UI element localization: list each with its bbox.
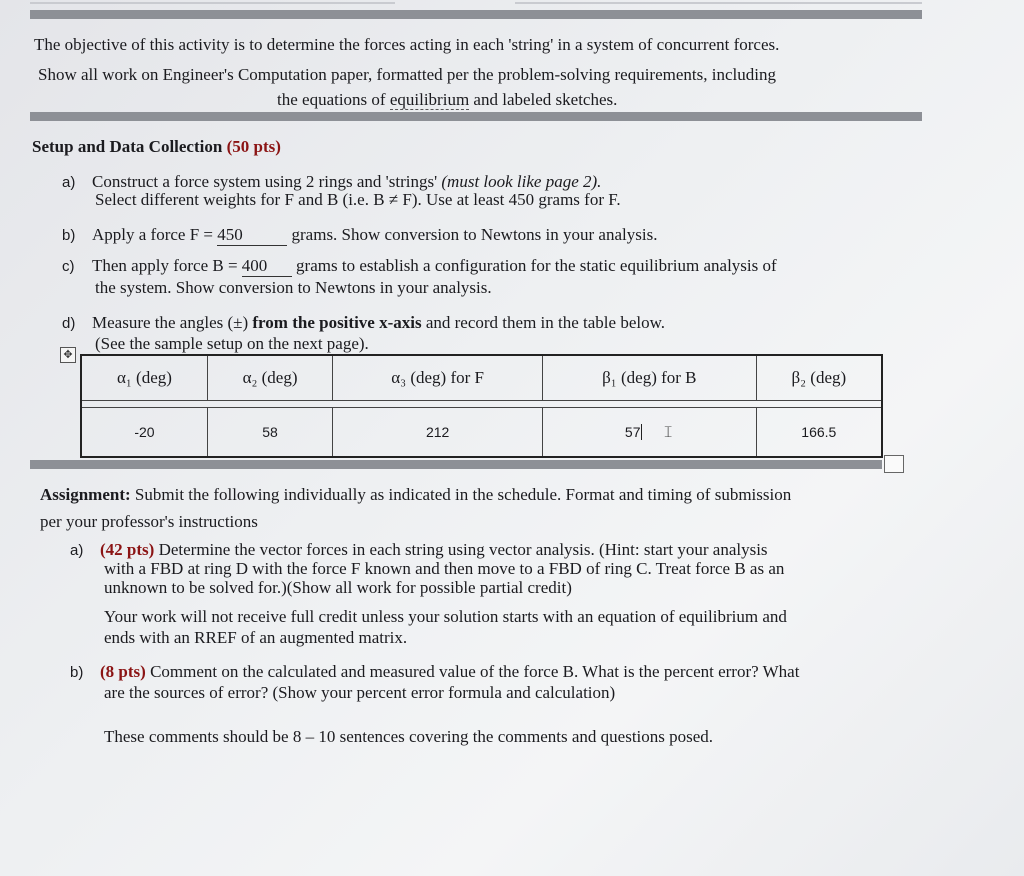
force-b-field[interactable]: 400	[242, 256, 292, 277]
setup-item-c: c) Then apply force B = 400 grams to establish a configuration for the static equilibrium analysis of	[62, 256, 777, 275]
cell-beta1-container[interactable]	[543, 408, 757, 458]
cell-alpha1[interactable]: -20	[81, 408, 207, 458]
force-f-field[interactable]: 450	[217, 225, 287, 246]
objective-line-3: the equations of equilibrium and labeled sketches.	[277, 90, 618, 109]
header-alpha3: α₃ (deg) for F	[333, 355, 543, 401]
setup-item-b: b) Apply a force F = 450 grams. Show conversion to Newtons in your analysis.	[62, 225, 658, 244]
cell-alpha2[interactable]: 58	[207, 408, 332, 458]
angle-table	[80, 354, 883, 458]
text-cursor-icon: 𝙸	[662, 422, 674, 441]
resize-handle[interactable]	[884, 455, 904, 473]
assignment-intro-line2: per your professor's instructions	[40, 512, 258, 531]
equilibrium-link[interactable]: equilibrium	[389, 90, 470, 109]
assignment-intro: Assignment: Submit the following individually as indicated in the schedule. Format and timing of submission	[40, 485, 792, 504]
assignment-closing: These comments should be 8 – 10 sentences covering the comments and questions posed.	[104, 727, 714, 746]
setup-item-c-line2: the system. Show conversion to Newtons in your analysis.	[95, 278, 492, 297]
objective-line-2: Show all work on Engineer's Computation paper, formatted per the problem-solving requirements, including	[38, 65, 776, 84]
assignment-note-line1: Your work will not receive full credit unless your solution starts with an equation of equilibrium and	[104, 607, 787, 626]
assignment-item-a: a) (42 pts) Determine the vector forces in each string using vector analysis. (Hint: start your analysis	[70, 540, 768, 559]
setup-item-a: a) Construct a force system using 2 rings and 'strings' (must look like page 2).	[62, 172, 602, 191]
header-alpha2: α₂ (deg)	[207, 355, 332, 401]
header-beta1: β₁ (deg) for B	[543, 355, 757, 401]
header-beta2: β₂ (deg)	[756, 355, 882, 401]
assignment-item-a-line2: with a FBD at ring D with the force F known and then move to a FBD of ring C. Treat force B as an	[104, 559, 785, 578]
assignment-note-line2: ends with an RREF of an augmented matrix.	[104, 628, 408, 647]
section-divider-setup	[30, 112, 922, 121]
assignment-item-b-line2: are the sources of error? (Show your percent error formula and calculation)	[104, 683, 616, 702]
assignment-item-a-line3: unknown to be solved for.)(Show all work for possible partial credit)	[104, 578, 572, 597]
cell-alpha3[interactable]: 212	[333, 408, 543, 458]
setup-item-a-line2: Select different weights for F and B (i.e. B ≠ F). Use at least 450 grams for F.	[95, 190, 621, 209]
objective-line-1: The objective of this activity is to determine the forces acting in each 'string' in a system of concurrent forces.	[34, 35, 780, 54]
setup-points: (50 pts)	[226, 137, 281, 156]
assignment-item-b: b) (8 pts) Comment on the calculated and measured value of the force B. What is the percent error? What	[70, 662, 800, 681]
cell-beta1[interactable]: 57	[624, 424, 641, 440]
top-rule-right	[515, 2, 922, 4]
section-divider-assignment	[30, 460, 882, 469]
setup-item-d: d) Measure the angles (±) from the positive x-axis and record them in the table below.	[62, 313, 666, 332]
move-icon[interactable]: ✥	[60, 347, 76, 363]
top-rule-left	[30, 2, 395, 4]
header-alpha1: α₁ (deg)	[81, 355, 207, 401]
setup-heading: Setup and Data Collection (50 pts)	[32, 137, 281, 156]
section-divider-top	[30, 10, 922, 19]
setup-item-d-line2: (See the sample setup on the next page).	[95, 334, 369, 353]
cell-beta2[interactable]: 166.5	[756, 408, 882, 458]
